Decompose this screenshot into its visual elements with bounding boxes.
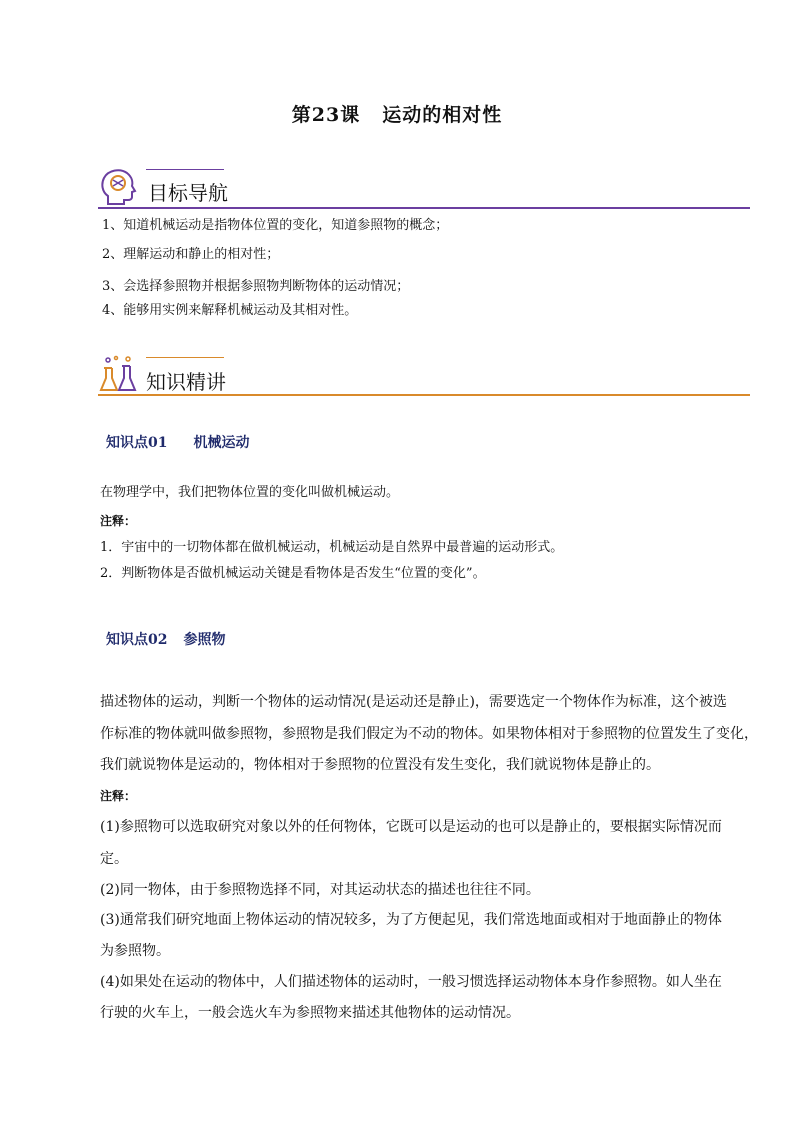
note-line: 行驶的火车上，一般会选火车为参照物来描述其他物体的运动情况。: [100, 1005, 520, 1021]
note-item: 1．宇宙中的一切物体都在做机械运动，机械运动是自然界中最普遍的运动形式。: [100, 540, 564, 555]
knowledge-point-number: 知识点01: [106, 435, 168, 451]
note-label: 注释：: [100, 789, 137, 803]
note-line: 定。: [100, 851, 128, 867]
goal-item: 4、能够用实例来解释机械运动及其相对性。: [102, 303, 358, 318]
note-label: 注释：: [100, 514, 137, 528]
note-line: 为参照物。: [100, 943, 170, 959]
section-title-goals: 目标导航: [148, 181, 228, 205]
lesson-number: 第23课: [291, 104, 361, 126]
paragraph-line: 描述物体的运动，判断一个物体的运动情况(是运动还是静止)，需要选定一个物体作为标准，这个被选: [100, 694, 727, 710]
page-title: [0, 100, 794, 127]
goal-item: 2、理解运动和静止的相对性；: [102, 247, 280, 262]
note-line: (3)通常我们研究地面上物体运动的情况较多，为了方便起见，我们常选地面或相对于地面静止的物体: [100, 912, 722, 928]
section-header-goals: [98, 166, 750, 210]
head-brain-icon: [98, 166, 140, 208]
knowledge-point-number: 知识点02: [106, 632, 168, 648]
section-underline-knowledge: [98, 394, 750, 396]
note-line: (1)参照物可以选取研究对象以外的任何物体，它既可以是运动的也可以是静止的，要根据实际情况而: [100, 819, 722, 835]
section-header-knowledge: [98, 354, 750, 398]
lesson-topic: 运动的相对性: [382, 104, 503, 126]
header-top-rule: [146, 169, 224, 170]
knowledge-point-name: 机械运动: [193, 435, 250, 451]
note-line: (4)如果处在运动的物体中，人们描述物体的运动时，一般习惯选择运动物体本身作参照物。如人坐在: [100, 974, 722, 990]
section-title-knowledge: 知识精讲: [146, 370, 226, 394]
goal-item: 3、会选择参照物并根据参照物判断物体的运动情况；: [102, 279, 410, 294]
lab-flask-icon: [98, 354, 140, 394]
note-item: 2．判断物体是否做机械运动关键是看物体是否发生“位置的变化”。: [100, 566, 486, 581]
note-line: (2)同一物体，由于参照物选择不同，对其运动状态的描述也往往不同。: [100, 882, 540, 898]
header-top-rule: [146, 357, 224, 358]
goal-item: 1、知道机械运动是指物体位置的变化，知道参照物的概念；: [102, 218, 449, 233]
definition-text: 在物理学中，我们把物体位置的变化叫做机械运动。: [100, 485, 400, 500]
knowledge-point-heading: [106, 629, 225, 649]
knowledge-point-heading: [106, 432, 249, 452]
paragraph-line: 作标准的物体就叫做参照物，参照物是我们假定为不动的物体。如果物体相对于参照物的位置发生了变化，: [100, 726, 758, 742]
paragraph-line: 我们就说物体是运动的，物体相对于参照物的位置没有发生变化，我们就说物体是静止的。: [100, 757, 660, 773]
section-underline-goals: [98, 207, 750, 209]
knowledge-point-name: 参照物: [183, 632, 226, 648]
